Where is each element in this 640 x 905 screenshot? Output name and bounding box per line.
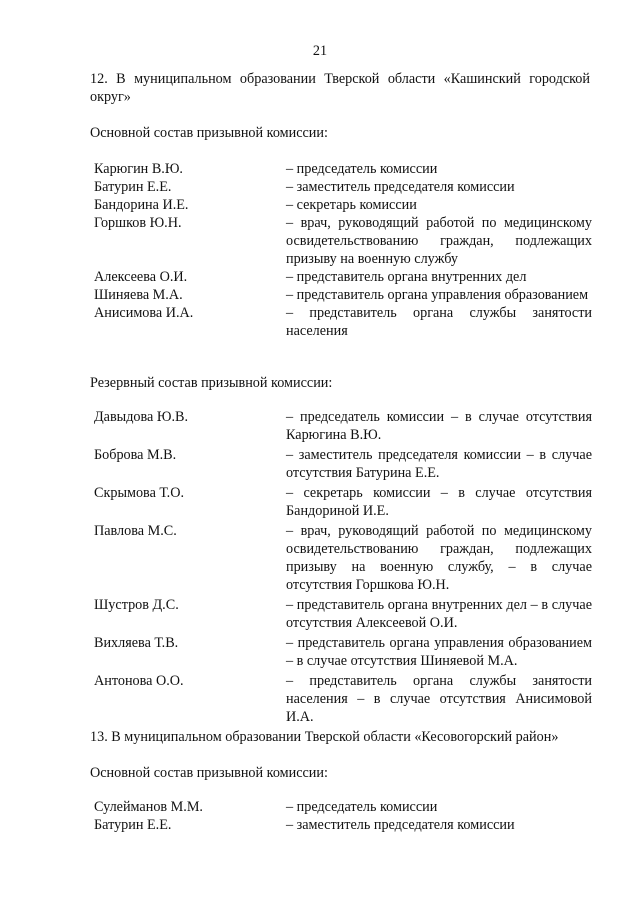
member-name: Анисимова И.А. bbox=[94, 305, 194, 321]
member-name: Бандорина И.Е. bbox=[94, 197, 189, 213]
member-name: Боброва М.В. bbox=[94, 447, 177, 463]
section-12-main-list bbox=[94, 160, 592, 340]
member-row bbox=[94, 596, 592, 632]
member-row bbox=[94, 160, 592, 178]
section-13-main-list bbox=[94, 798, 592, 834]
member-role: – заместитель председателя комиссии bbox=[286, 817, 515, 833]
member-row bbox=[94, 196, 592, 214]
member-row bbox=[94, 304, 592, 340]
member-name: Горшков Ю.Н. bbox=[94, 215, 182, 231]
member-name: Батурин Е.Е. bbox=[94, 817, 172, 833]
member-name: Батурин Е.Е. bbox=[94, 179, 172, 195]
page-number: 21 bbox=[312, 43, 328, 59]
member-role: – представитель органа службы занятости населения bbox=[286, 305, 592, 339]
member-role: – председатель комиссии bbox=[286, 799, 438, 815]
section-12-reserve-list bbox=[94, 408, 592, 726]
member-row bbox=[94, 816, 592, 834]
member-name: Скрымова Т.О. bbox=[94, 485, 184, 501]
member-row bbox=[94, 214, 592, 268]
member-row bbox=[94, 484, 592, 520]
member-row bbox=[94, 672, 592, 726]
section-13-main-title: Основной состав призывной комиссии: bbox=[90, 765, 328, 781]
member-name: Сулейманов М.М. bbox=[94, 799, 203, 815]
member-role: – представитель органа службы занятости населения – в случае отсутствия Анисимовой И.А. bbox=[286, 673, 592, 725]
member-role: – заместитель председателя комиссии bbox=[286, 179, 515, 195]
member-name: Антонова О.О. bbox=[94, 673, 184, 689]
member-row bbox=[94, 634, 592, 670]
section-12-heading: 12. В муниципальном образовании Тверской области «Кашинский городской округ» bbox=[90, 71, 590, 105]
member-row bbox=[94, 286, 592, 304]
member-name: Вихляева Т.В. bbox=[94, 635, 179, 651]
member-role: – представитель органа внутренних дел – в случае отсутствия Алексеевой О.И. bbox=[286, 597, 592, 631]
member-role: – представитель органа управления образованием bbox=[286, 287, 589, 303]
section-12-main-title: Основной состав призывной комиссии: bbox=[90, 125, 328, 141]
member-name: Давыдова Ю.В. bbox=[94, 409, 189, 425]
member-role: – заместитель председателя комиссии – в случае отсутствия Батурина Е.Е. bbox=[286, 447, 592, 481]
member-name: Павлова М.С. bbox=[94, 523, 177, 539]
member-name: Карюгин В.Ю. bbox=[94, 161, 183, 177]
member-row bbox=[94, 522, 592, 594]
member-role: – врач, руководящий работой по медицинскому освидетельствованию граждан, подлежащих призыву на военную службу, – в случае отсутствия Горшкова Ю.Н. bbox=[286, 523, 592, 593]
member-row bbox=[94, 446, 592, 482]
member-row bbox=[94, 178, 592, 196]
member-name: Алексеева О.И. bbox=[94, 269, 188, 285]
section-12-reserve-title: Резервный состав призывной комиссии: bbox=[90, 375, 333, 391]
section-13-heading: 13. В муниципальном образовании Тверской области «Кесовогорский район» bbox=[90, 729, 559, 745]
member-role: – секретарь комиссии – в случае отсутствия Бандориной И.Е. bbox=[286, 485, 592, 519]
member-role: – представитель органа внутренних дел bbox=[286, 269, 527, 285]
member-role: – председатель комиссии – в случае отсутствия Карюгина В.Ю. bbox=[286, 409, 592, 443]
member-row bbox=[94, 798, 592, 816]
member-role: – представитель органа управления образованием – в случае отсутствия Шиняевой М.А. bbox=[286, 635, 592, 669]
member-role: – врач, руководящий работой по медицинскому освидетельствованию граждан, подлежащих призыву на военную службу bbox=[286, 215, 592, 267]
member-row bbox=[94, 268, 592, 286]
member-role: – секретарь комиссии bbox=[286, 197, 417, 213]
member-name: Шустров Д.С. bbox=[94, 597, 179, 613]
member-name: Шиняева М.А. bbox=[94, 287, 183, 303]
member-row bbox=[94, 408, 592, 444]
member-role: – председатель комиссии bbox=[286, 161, 438, 177]
